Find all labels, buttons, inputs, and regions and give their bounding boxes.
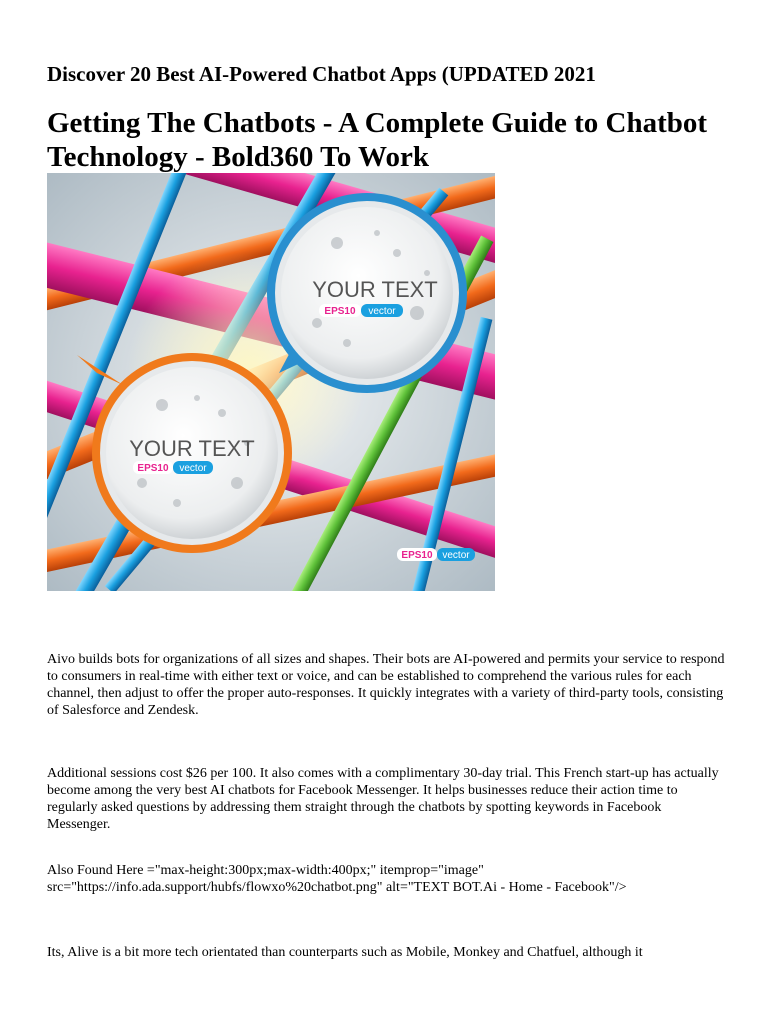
paragraph-additional-sessions: Additional sessions cost $26 per 100. It also comes with a complimentary 30-day trial. This French start-up has actually become among the very best AI chatbots for Facebook Messenger. It helps businesses reduce their action time to regularly asked questions by addressing them straight through the chatbots by spotting keywords in Facebook Messenger. bbox=[47, 766, 719, 832]
speech-bubbles-illustration bbox=[47, 173, 495, 591]
paragraph-also-found-here: Also Found Here ="max-height:300px;max-width:400px;" itemprop="image" src="https://info.ada.support/hubfs/flowxo%20chatbot.png" alt="TEXT BOT.Ai - Home - Facebook"/> bbox=[47, 863, 627, 895]
bubble-right-badge-suffix: vector bbox=[368, 306, 396, 317]
speech-bubble-right bbox=[267, 193, 467, 393]
bubble-right-badge-prefix: EPS10 bbox=[324, 306, 356, 317]
bubble-right-text: YOUR TEXT bbox=[312, 277, 438, 302]
paragraph-its-alive: Its, Alive is a bit more tech orientated than counterparts such as Mobile, Monkey and Chatfuel, although it bbox=[47, 945, 643, 960]
corner-badge-suffix: vector bbox=[442, 550, 470, 561]
bubble-left-text: YOUR TEXT bbox=[129, 436, 255, 461]
bubble-left-badge-suffix: vector bbox=[179, 463, 207, 474]
article-title: Getting The Chatbots - A Complete Guide to Chatbot Technology - Bold360 To Work bbox=[47, 107, 708, 173]
hero-image bbox=[47, 173, 495, 591]
paragraph-aivo: Aivo builds bots for organizations of all sizes and shapes. Their bots are AI-powered and permits your service to respond to consumers in real-time with either text or voice, and can be established to comprehend the various rules for each channel, then adjust to offer the proper auto-responses. It quickly integrates with a variety of third-party tools, consisting of Salesforce and Zendesk. bbox=[47, 652, 725, 718]
bubble-left-badge-prefix: EPS10 bbox=[137, 463, 169, 474]
corner-badge-prefix: EPS10 bbox=[401, 550, 433, 561]
article-subtitle: Discover 20 Best AI-Powered Chatbot Apps (UPDATED 2021 bbox=[47, 62, 596, 86]
